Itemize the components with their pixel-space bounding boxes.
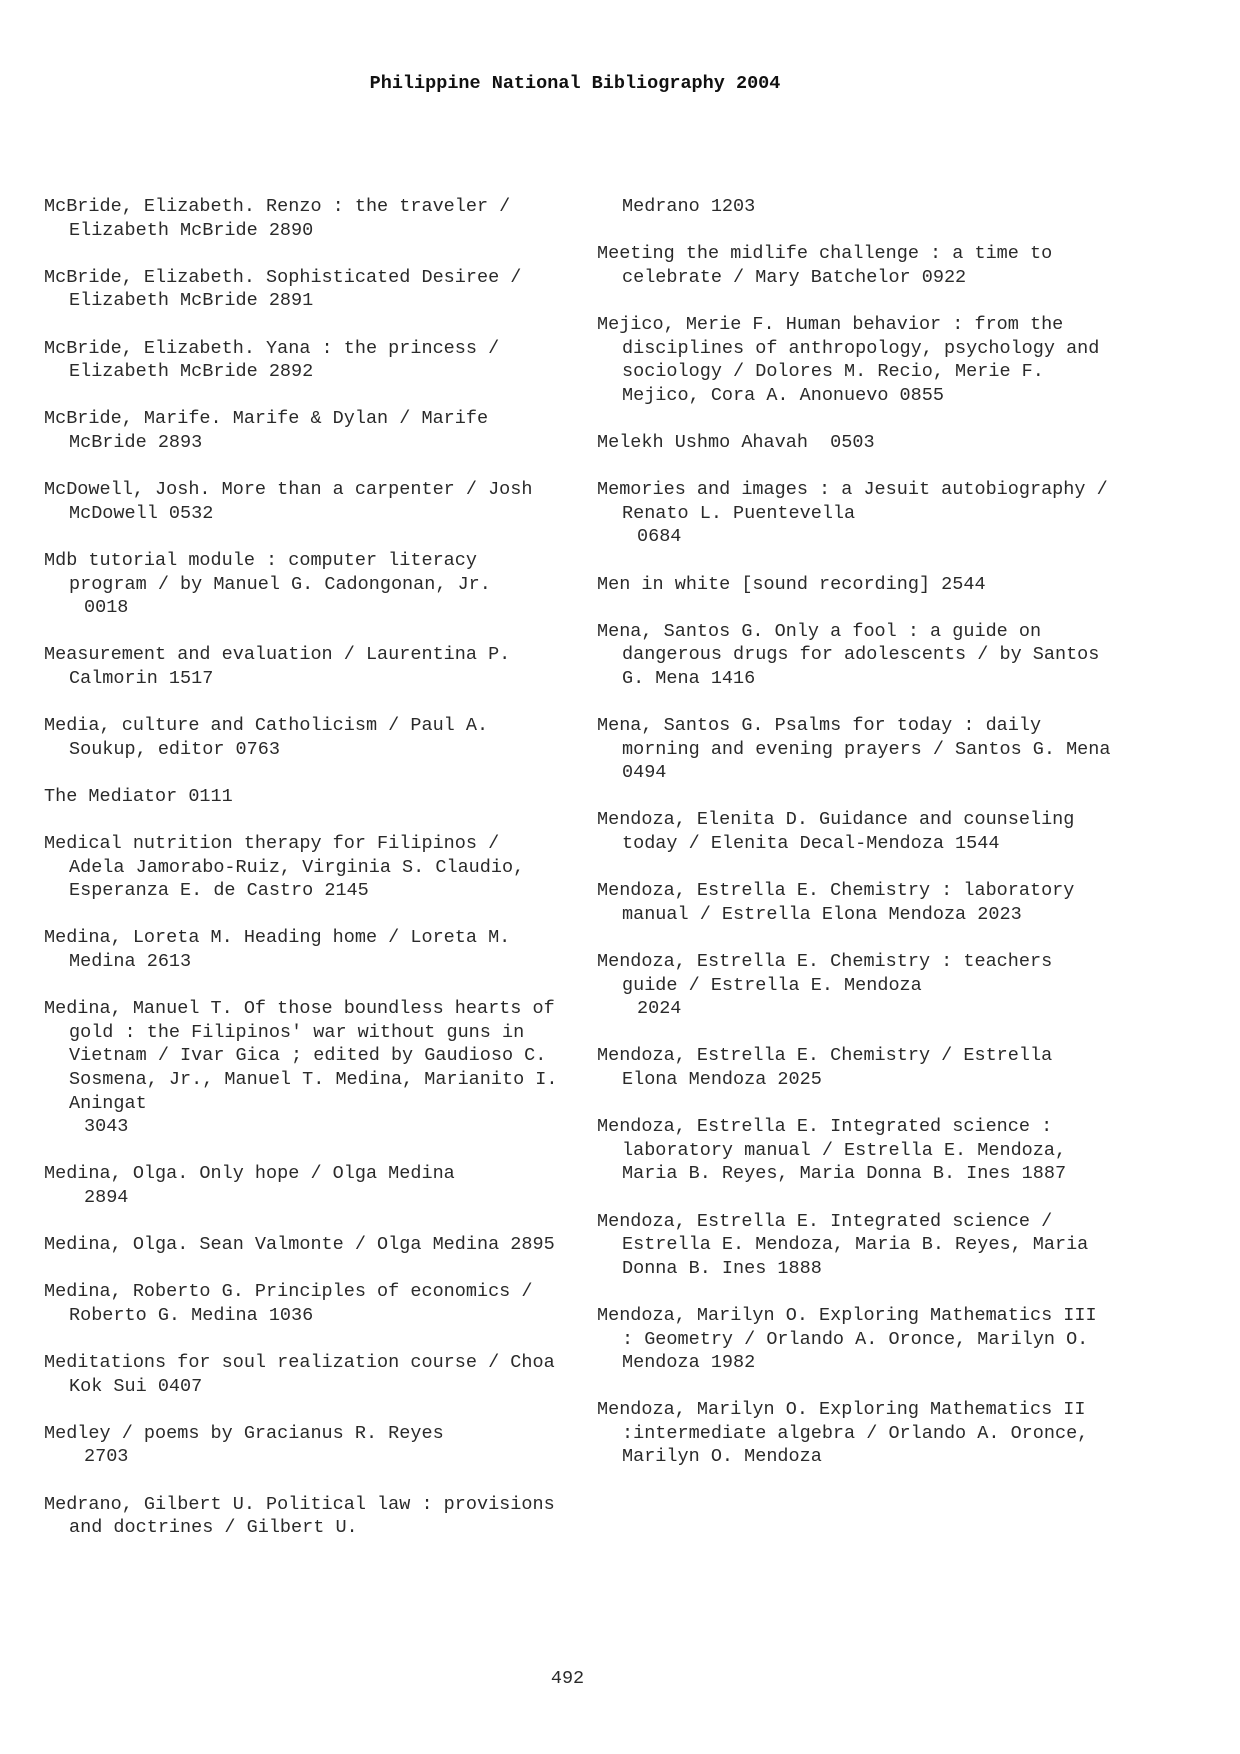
bibliography-entry: Media, culture and Catholicism / Paul A. Soukup, editor 0763 <box>44 715 500 760</box>
bibliography-entry: Medina, Olga. Only hope / Olga Medina 2894 <box>44 1162 564 1209</box>
bibliography-entry: Mendoza, Estrella E. Integrated science : laboratory manual / Estrella E. Mendoza, Maria B. Reyes, Maria Donna B. Ines 1887 <box>597 1116 1078 1185</box>
bibliography-entry: Medina, Olga. Sean Valmonte / Olga Medina 2895 <box>44 1234 555 1256</box>
bibliography-entry: Mendoza, Estrella E. Chemistry : teachers guide / Estrella E. Mendoza 2024 <box>597 950 1117 1021</box>
bibliography-entry: Mendoza, Elenita D. Guidance and counseling today / Elenita Decal-Mendoza 1544 <box>597 809 1086 855</box>
bibliography-entry: Medrano, Gilbert U. Political law : provisions and doctrines / Gilbert U. <box>44 1493 566 1539</box>
bibliography-entry: The Mediator 0111 <box>44 785 233 807</box>
bibliography-entry: Melekh Ushmo Ahavah 0503 <box>597 431 875 453</box>
bibliography-entry: Mena, Santos G. Psalms for today : daily morning and evening prayers / Santos G. Mena 0494 <box>597 715 1122 784</box>
left-column <box>44 195 569 1563</box>
bibliography-entry: Medley / poems by Gracianus R. Reyes 2703 <box>44 1422 564 1469</box>
right-column <box>597 195 1122 1493</box>
bibliography-entry: Medina, Manuel T. Of those boundless hearts of gold : the Filipinos' war without guns in Vietnam / Ivar Gica ; edited by Gaudioso C. Sosmena, Jr., Manuel T. Medina, Marianito I. Aningat 3043 <box>44 998 569 1138</box>
entry-number: 2024 <box>637 998 682 1020</box>
bibliography-entry: Mendoza, Estrella E. Chemistry / Estrella Elona Mendoza 2025 <box>597 1045 1064 1090</box>
bibliography-entry: Meditations for soul realization course / Choa Kok Sui 0407 <box>44 1352 566 1397</box>
entry-number: 0684 <box>637 526 682 548</box>
bibliography-entry: Mena, Santos G. Only a fool : a guide on dangerous drugs for adolescents / by Santos G. Mena 1416 <box>597 620 1111 689</box>
entry-number: 3043 <box>84 1116 129 1138</box>
entry-number: 2894 <box>84 1186 129 1208</box>
bibliography-entry: Mendoza, Estrella E. Integrated science / Estrella E. Mendoza, Maria B. Reyes, Maria Donna B. Ines 1888 <box>597 1210 1100 1279</box>
bibliography-entry: Medina, Loreta M. Heading home / Loreta M. Medina 2613 <box>44 927 522 972</box>
bibliography-entry: Men in white [sound recording] 2544 <box>597 573 986 595</box>
bibliography-entry: Meeting the midlife challenge : a time to celebrate / Mary Batchelor 0922 <box>597 243 1064 288</box>
bibliography-entry: Mendoza, Marilyn O. Exploring Mathematics II :intermediate algebra / Orlando A. Oronce, Marilyn O. Mendoza <box>597 1399 1100 1468</box>
bibliography-entry: McBride, Elizabeth. Yana : the princess / Elizabeth McBride 2892 <box>44 337 511 383</box>
bibliography-entry-continuation: Medrano 1203 <box>622 196 756 217</box>
bibliography-entry: McBride, Elizabeth. Renzo : the traveler / Elizabeth McBride 2890 <box>44 196 522 241</box>
entry-number: 2703 <box>84 1446 129 1468</box>
bibliography-entry: Mejico, Merie F. Human behavior : from the disciplines of anthropology, psychology and sociology / Dolores M. Recio, Merie F. Mejico, Cora A. Anonuevo 0855 <box>597 313 1111 406</box>
bibliography-entry: McBride, Elizabeth. Sophisticated Desiree / Elizabeth McBride 2891 <box>44 266 533 312</box>
bibliography-entry: Measurement and evaluation / Laurentina P. Calmorin 1517 <box>44 644 522 689</box>
bibliography-entry: Mdb tutorial module : computer literacy program / by Manuel G. Cadongonan, Jr. 0018 <box>44 549 564 620</box>
page-number: 492 <box>550 1668 585 1689</box>
bibliography-entry: Memories and images : a Jesuit autobiography / Renato L. Puentevella 0684 <box>597 479 1119 548</box>
page-title: Philippine National Bibliography 2004 <box>369 73 781 94</box>
bibliography-entry: McBride, Marife. Marife & Dylan / Marife McBride 2893 <box>44 408 500 453</box>
bibliography-entry: McDowell, Josh. More than a carpenter / Josh McDowell 0532 <box>44 479 544 524</box>
bibliography-entry: Medina, Roberto G. Principles of economics / Roberto G. Medina 1036 <box>44 1281 544 1326</box>
entry-number: 0018 <box>84 597 129 619</box>
bibliography-entry: Medical nutrition therapy for Filipinos / Adela Jamorabo-Ruiz, Virginia S. Claudio, Esperanza E. de Castro 2145 <box>44 833 536 902</box>
bibliography-entry: Mendoza, Estrella E. Chemistry : laboratory manual / Estrella Elona Mendoza 2023 <box>597 880 1086 925</box>
bibliography-entry: Mendoza, Marilyn O. Exploring Mathematics III : Geometry / Orlando A. Oronce, Marilyn O. Mendoza 1982 <box>597 1304 1108 1374</box>
